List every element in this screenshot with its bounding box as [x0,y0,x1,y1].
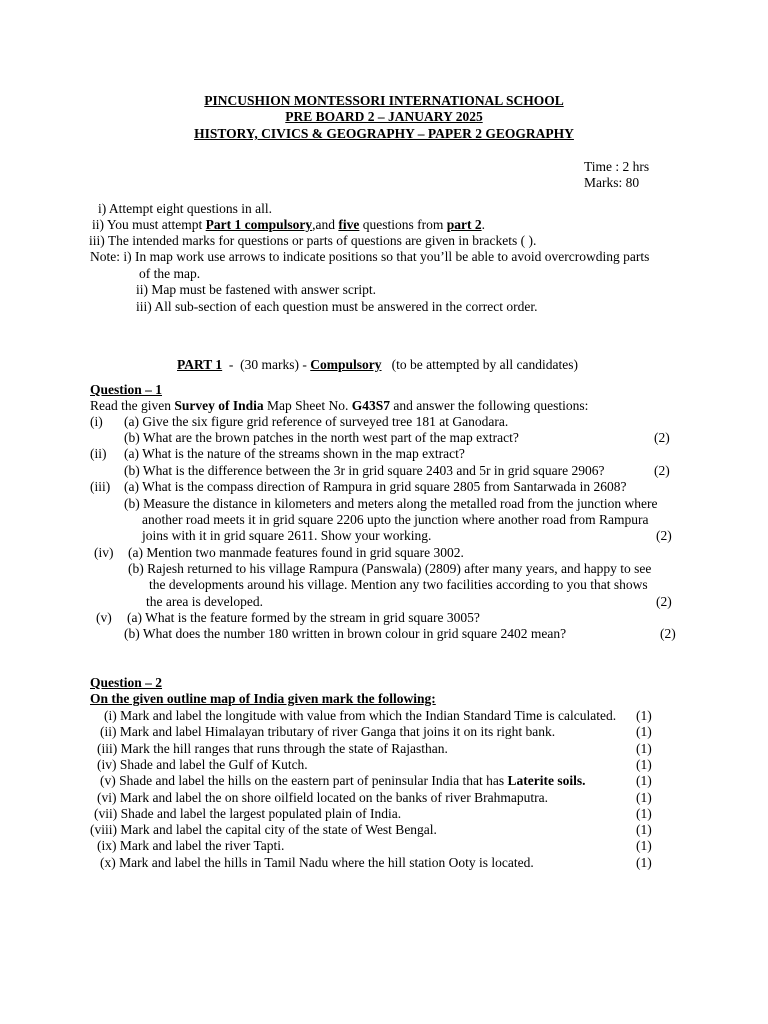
q2-item: (iii) Mark the hill ranges that runs through the state of Rajasthan. [97,741,448,756]
q1-num: (i) [90,414,103,429]
q1-mark: (2) [656,528,672,543]
q2-item [100,773,585,789]
exam-title: PRE BOARD 2 – JANUARY 2025 [285,109,483,124]
q2-item: (iv) Shade and label the Gulf of Kutch. [97,757,308,772]
q2-item: (i) Mark and label the longitude with value from which the Indian Standard Time is calculated. [104,708,617,723]
question-2-title: Question – 2 [90,675,163,690]
instruction-ii-mid: ,and [312,217,339,232]
q2-item: (ii) Mark and label Himalayan tributary of river Ganga that joins it on its right bank. [100,724,556,739]
q1-num: (v) [96,610,112,625]
q2-item: (x) Mark and label the hills in Tamil Nadu where the hill station Ooty is located. [100,855,534,870]
q1-line: (b) What are the brown patches in the north west part of the map extract? [124,430,519,445]
part1-heading [177,357,578,373]
laterite-soils: Laterite soils. [507,773,586,788]
q1-line: the developments around his village. Mention any two facilities according to you that shows [149,577,648,592]
instruction-ii-pre: ii) You must attempt [92,217,206,232]
q2-item: (ix) Mark and label the river Tapti. [97,838,285,853]
q1-mark: (2) [654,430,670,445]
q2-mark: (1) [636,822,652,837]
map-sheet-number: G43S7 [351,398,391,413]
q2-mark: (1) [636,724,652,739]
q1-num: (iv) [94,545,114,560]
part1-label: PART 1 [177,357,223,372]
question-1-title: Question – 1 [90,382,163,397]
instruction-ii-mid2: questions from [359,217,447,232]
note-line-2: ii) Map must be fastened with answer script. [136,282,376,297]
q1-line: (b) What does the number 180 written in brown colour in grid square 2402 mean? [124,626,567,641]
compulsory-label: Compulsory [310,357,382,372]
q1-mark: (2) [660,626,676,641]
note-line-1b: of the map. [139,266,201,281]
survey-of-india: Survey of India [174,398,264,413]
instruction-iii: iii) The intended marks for questions or parts of questions are given in brackets ( ). [89,233,537,248]
instruction-ii-post: . [481,217,485,232]
school-name: PINCUSHION MONTESSORI INTERNATIONAL SCHOOL [204,93,564,108]
q2-mark: (1) [636,757,652,772]
q1-line: (a) What is the compass direction of Rampura in grid square 2805 from Santarwada in 2608? [124,479,627,494]
q2-mark: (1) [636,773,652,788]
part1-marks: - (30 marks) - [222,357,311,372]
part2-text: part 2 [446,217,482,232]
q1-line: (a) Mention two manmade features found in grid square 3002. [128,545,464,560]
part1-compulsory-text: Part 1 compulsory [205,217,313,232]
q1-line: (b) Measure the distance in kilometers and meters along the metalled road from the junction where [124,496,658,511]
q1-line: another road meets it in grid square 2206 upto the junction where another road from Rampura [142,512,649,527]
five-text: five [338,217,360,232]
q1-line: the area is developed. [146,594,263,609]
exam-marks: Marks: 80 [584,175,640,190]
instruction-i: i) Attempt eight questions in all. [98,201,272,216]
q2-mark: (1) [636,838,652,853]
q2-mark: (1) [636,708,652,723]
q1-intro-post: and answer the following questions: [390,398,589,413]
q1-line: (b) What is the difference between the 3r in grid square 2403 and 5r in grid square 2906? [124,463,605,478]
paper-subject: HISTORY, CIVICS & GEOGRAPHY – PAPER 2 GEOGRAPHY [194,126,574,141]
question-1-intro [90,398,588,414]
instruction-ii [92,217,485,233]
q1-num: (iii) [90,479,111,494]
part1-note: (to be attempted by all candidates) [381,357,578,372]
q2-item: (vii) Shade and label the largest populated plain of India. [94,806,402,821]
q1-mark: (2) [656,594,672,609]
q1-line: (b) Rajesh returned to his village Rampura (Panswala) (2809) after many years, and happy to see [128,561,652,576]
q2-mark: (1) [636,790,652,805]
q2-mark: (1) [636,855,652,870]
q1-intro-pre: Read the given [90,398,175,413]
q2-item-text: (v) Shade and label the hills on the eastern part of peninsular India that has [100,773,508,788]
exam-time: Time : 2 hrs [584,159,650,174]
q1-line: (a) What is the nature of the streams shown in the map extract? [124,446,465,461]
q2-item: (viii) Mark and label the capital city of the state of West Bengal. [90,822,437,837]
q1-line: (a) Give the six figure grid reference of surveyed tree 181 at Ganodara. [124,414,509,429]
q2-mark: (1) [636,741,652,756]
q1-num: (ii) [90,446,107,461]
q1-mark: (2) [654,463,670,478]
question-2-heading: On the given outline map of India given mark the following: [90,691,436,706]
q1-line: joins with it in grid square 2611. Show your working. [142,528,432,543]
q1-intro-mid: Map Sheet No. [263,398,352,413]
q1-line: (a) What is the feature formed by the stream in grid square 3005? [127,610,480,625]
note-line-1: Note: i) In map work use arrows to indicate positions so that you’ll be able to avoid overcrowding parts [90,249,650,264]
note-line-3: iii) All sub-section of each question must be answered in the correct order. [136,299,538,314]
q2-mark: (1) [636,806,652,821]
q2-item: (vi) Mark and label the on shore oilfield located on the banks of river Brahmaputra. [97,790,548,805]
